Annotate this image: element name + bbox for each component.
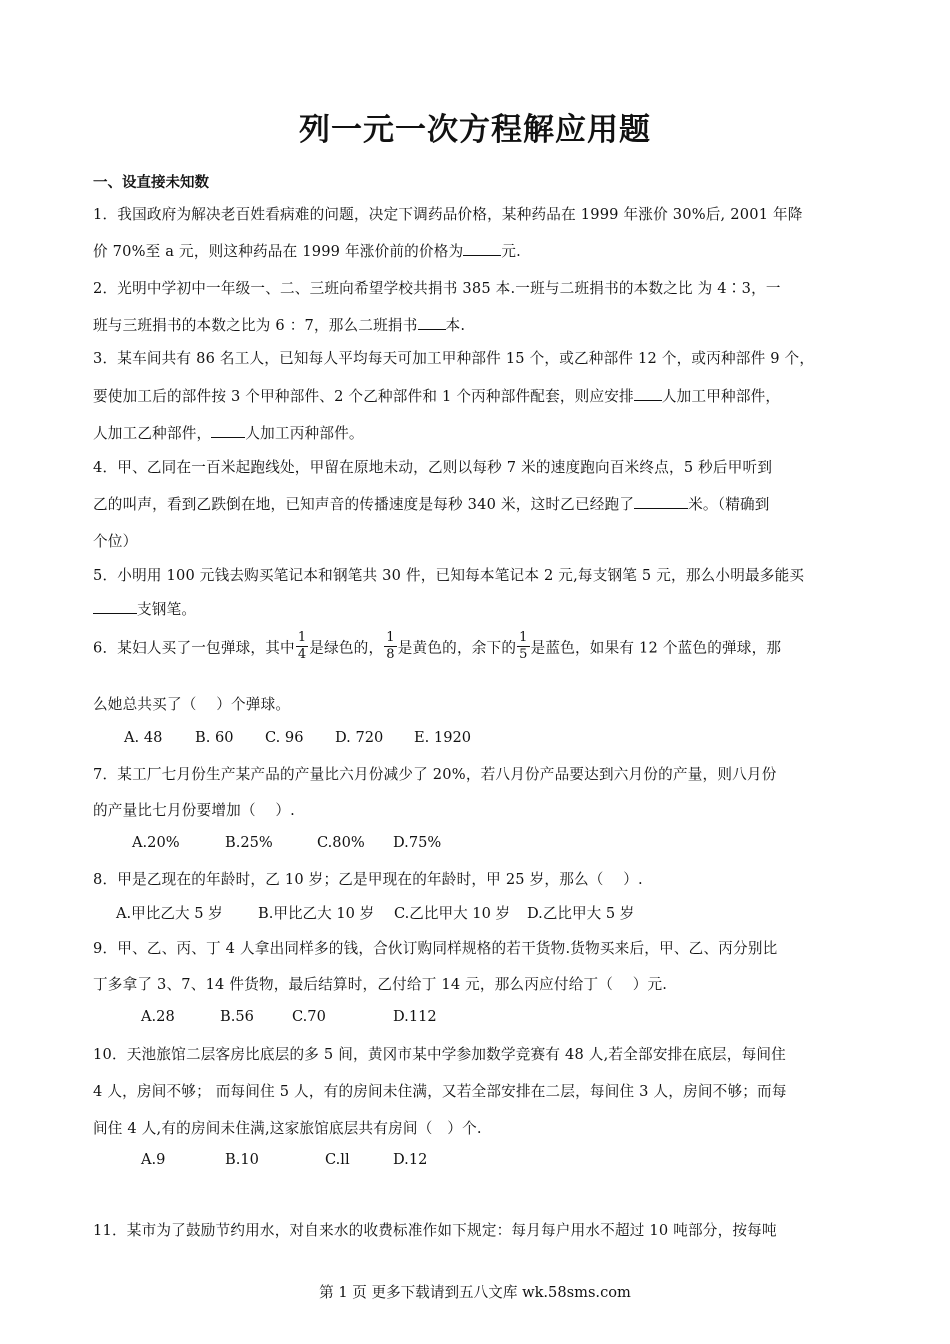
q2-unit: 本.: [445, 317, 466, 334]
q8-option-b: B.甲比乙大 10 岁: [258, 905, 375, 922]
q7-option-a: A.20%: [132, 834, 180, 851]
q10-option-d: D.12: [393, 1151, 428, 1168]
q7-line-2: 的产量比七月份要增加（ ）.: [93, 802, 295, 819]
q6-text-4: 是蓝色，如果有 12 个蓝色的弹球，那: [530, 639, 782, 657]
q3-line-3: [93, 422, 364, 443]
q3-text-2: 人加工甲种部件，: [661, 388, 781, 405]
q9-option-b: B.56: [220, 1008, 254, 1025]
q5-text: 支钢笔。: [137, 601, 197, 618]
q10-line-2: 4 人，房间不够； 而每间住 5 人，有的房间未住满，又若全部安排在二层，每间住 3 人，房间不够；而每: [93, 1083, 787, 1100]
q6-line-1: [93, 632, 781, 665]
q9-option-c: C.70: [292, 1008, 326, 1025]
section-heading: 一、设直接未知数: [93, 175, 209, 191]
q8-line-1: 8．甲是乙现在的年龄时，乙 10 岁；乙是甲现在的年龄时，甲 25 岁，那么（ ）.: [93, 871, 643, 888]
q10-option-c: C.ll: [325, 1151, 350, 1168]
fraction-numerator: 1: [297, 630, 307, 645]
answer-blank: [418, 317, 446, 330]
fraction-one-fifth: [517, 630, 529, 663]
q8-option-a: A.甲比乙大 5 岁: [116, 905, 223, 922]
q9-option-a: A.28: [141, 1008, 175, 1025]
q10-option-b: B.10: [225, 1151, 259, 1168]
page-footer: 第 1 页 更多下载请到五八文库 wk.58sms.com: [319, 1284, 631, 1301]
fraction-numerator: 1: [386, 630, 395, 645]
q3-text: 要使加工后的部件按 3 个甲种部件、2 个乙种部件和 1 个丙种部件配套，则应安排: [93, 388, 634, 405]
fraction-one-quarter: [296, 630, 308, 663]
q1-line-1: 1．我国政府为解决老百姓看病难的问题，决定下调药品价格，某种药品在 1999 年涨价 30%后, 2001 年降: [93, 206, 803, 223]
q10-option-a: A.9: [141, 1151, 166, 1168]
q6-option-e: E. 1920: [414, 729, 472, 746]
q5-line-2: [93, 598, 196, 619]
q1-unit: 元.: [501, 243, 522, 260]
q6-option-a: A. 48: [124, 729, 163, 746]
q2-text: 班与三班捐书的本数之比为 6 ：7，那么二班捐书: [93, 317, 418, 334]
fraction-denominator: 5: [519, 647, 528, 662]
q2-line-2: [93, 314, 465, 335]
q6-text-3: 是黄色的，余下的: [397, 639, 517, 657]
q4-line-2: [93, 493, 770, 514]
answer-blank: [463, 243, 501, 256]
q3-text-4: 人加工丙种部件。: [245, 425, 364, 442]
q3-text-3: 人加工乙种部件，: [93, 425, 212, 442]
q5-line-1: 5．小明用 100 元钱去购买笔记本和钢笔共 30 件，已知每本笔记本 2 元,每支钢笔 5 元，那么小明最多能买: [93, 567, 805, 584]
fraction-denominator: 8: [386, 647, 395, 662]
q4-line-1: 4．甲、乙同在一百米起跑线处，甲留在原地未动，乙则以每秒 7 米的速度跑向百米终点，5 秒后甲听到: [93, 459, 773, 476]
fraction-numerator: 1: [519, 630, 528, 645]
q9-line-1: 9．甲、乙、丙、丁 4 人拿出同样多的钱，合伙订购同样规格的若干货物.货物买来后，甲、乙、丙分别比: [93, 940, 778, 957]
q7-option-b: B.25%: [225, 834, 273, 851]
q7-line-1: 7．某工厂七月份生产某产品的产量比六月份减少了 20%，若八月份产品要达到六月份的产量，则八月份: [93, 766, 777, 783]
q8-option-c: C.乙比甲大 10 岁: [394, 905, 511, 922]
fraction-denominator: 4: [297, 647, 307, 662]
q3-line-2: [93, 385, 780, 406]
q2-line-1: 2．光明中学初中一年级一、二、三班向希望学校共捐书 385 本.一班与二班捐书的本数之比 为 4∶3，一: [93, 280, 781, 297]
answer-blank: [634, 388, 662, 401]
q11-line-1: 11．某市为了鼓励节约用水，对自来水的收费标准作如下规定：每月每户用水不超过 10 吨部分，按每吨: [93, 1222, 777, 1239]
q10-line-3: 间住 4 人,有的房间未住满,这家旅馆底层共有房间（ ）个.: [93, 1120, 482, 1137]
q6-text-1: 6．某妇人买了一包弹球，其中: [93, 639, 295, 657]
q1-text: 价 70%至 a 元，则这种药品在 1999 年涨价前的价格为: [93, 243, 464, 260]
q8-option-d: D.乙比甲大 5 岁: [527, 905, 635, 922]
q6-text-2: 是绿色的，: [309, 639, 384, 657]
q10-line-1: 10．天池旅馆二层客房比底层的多 5 间，黄冈市某中学参加数学竞赛有 48 人,若全部安排在底层，每间住: [93, 1046, 786, 1063]
q7-option-d: D.75%: [393, 834, 442, 851]
q4-text: 乙的叫声，看到乙跌倒在地，已知声音的传播速度是每秒 340 米，这时乙已经跑了: [93, 496, 635, 513]
fraction-one-eighth: [384, 630, 396, 663]
answer-blank: [93, 601, 137, 614]
q7-option-c: C.80%: [317, 834, 365, 851]
answer-blank: [211, 425, 245, 438]
q3-line-1: 3．某车间共有 86 名工人，已知每人平均每天可加工甲种部件 15 个，或乙种部件 12 个，或丙种部件 9 个，: [93, 350, 815, 367]
q6-option-b: B. 60: [195, 729, 234, 746]
q6-option-d: D. 720: [335, 729, 384, 746]
q4-line-3: 个位）: [93, 533, 138, 550]
q1-line-2: [93, 240, 521, 261]
q6-line-2: 么她总共买了（ ）个弹球。: [93, 696, 291, 713]
page-title: 列一元一次方程解应用题: [299, 112, 651, 148]
q4-text-2: 米。（精确到: [688, 496, 770, 513]
answer-blank: [634, 496, 688, 509]
q9-option-d: D.112: [393, 1008, 437, 1025]
q6-option-c: C. 96: [265, 729, 304, 746]
q9-line-2: 丁多拿了 3、7、14 件货物，最后结算时，乙付给丁 14 元，那么丙应付给丁（ ）元.: [93, 976, 668, 993]
